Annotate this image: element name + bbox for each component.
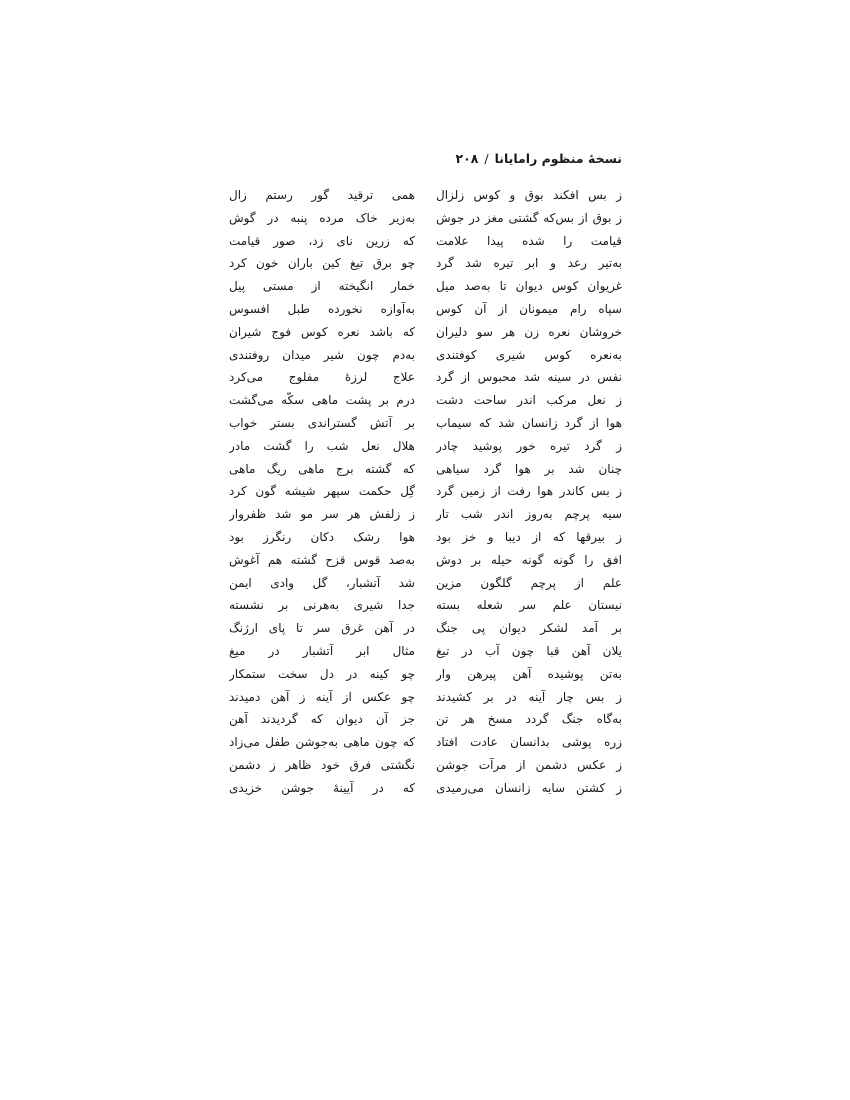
verse-left-20: در آهن غرق سر تا پای ارژنگ: [229, 621, 415, 636]
verse-right-6: سپاه رام میمونان از آن کوس: [436, 301, 622, 316]
verse-left-5: خمار انگیخته از مستی پیل: [229, 279, 415, 294]
verse-left-22: چو کینه در دل سخت ستمکار: [229, 666, 415, 681]
verse-right-1: ز بس افکند بوق و کوس زلزال: [436, 188, 622, 202]
header-separator: /: [484, 151, 489, 166]
book-title: نسخهٔ منظوم رامایانا: [494, 151, 622, 166]
verse-left-1: همی ترقید گور رستم زال: [229, 188, 415, 202]
verse-left-15: ز زلفش هر سر مو شد ظفروار: [229, 507, 415, 522]
verse-left-25: که چون ماهی به‌جوشن طفل می‌زاد: [229, 735, 415, 750]
verse-right-3: قیامت را شده پیدا علامت: [436, 233, 622, 248]
verse-left-14: گِل حکمت سپهر شیشه گون کرد: [229, 484, 415, 499]
verse-right-26: ز عکس دشمن از مرآت جوشن: [436, 757, 622, 772]
verse-right-14: ز بس کاندر هوا رفت از زمین گرد: [436, 484, 622, 499]
verse-right-27: ز کشتن سایه زانسان می‌رمیدی: [436, 780, 622, 795]
verse-left-23: چو عکس از آینه ز آهن دمیدند: [229, 689, 415, 704]
verse-left-17: به‌صد قوس قزح گشته هم آغوش: [229, 552, 415, 567]
verse-right-8: به‌نعره کوس شیری کوفتندی: [436, 347, 622, 362]
verse-left-21: مثال ابر آتشبار در میغ: [229, 643, 415, 658]
verse-left-7: که باشد نعره کوس فوج شیران: [229, 324, 415, 339]
verse-right-22: به‌تن پوشیده آهن پیرهن وار: [436, 666, 622, 681]
verse-left-12: هلال نعل شب را گشت مادر: [229, 438, 415, 453]
verse-left-13: که گشته برج ماهی ریگ ماهی: [229, 461, 415, 476]
verse-right-11: هوا از گرد زانسان شد که سیماب: [436, 415, 622, 430]
verse-right-25: زره پوشی بدانسان عادت افتاد: [436, 735, 622, 750]
verse-right-24: به‌گاه جنگ گردد مسخ هر تن: [436, 712, 622, 727]
verse-left-26: نگشتی فرق خود ظاهر ز دشمن: [229, 757, 415, 772]
verse-right-18: علم از پرچم گلگون مزین: [436, 575, 622, 590]
verse-left-4: چو برق تیغ کین باران خون کرد: [229, 256, 415, 271]
verse-right-15: سیه پرچم به‌روز اندر شب تار: [436, 507, 622, 522]
verse-right-13: چنان شد بر هوا گرد سیاهی: [436, 461, 622, 476]
verse-left-19: جدا شیری به‌هرنی بر نشسته: [229, 598, 415, 613]
verse-left-10: درم بر پشت ماهی سکّه می‌گشت: [229, 393, 415, 408]
verse-left-9: علاج لرزهٔ مفلوج می‌کرد: [229, 370, 415, 385]
verse-left-11: بر آتش گستراندی بستر خواب: [229, 415, 415, 430]
verse-right-16: ز بیرقها که از دیبا و خز بود: [436, 529, 622, 544]
verse-right-5: غریوان کوس دیوان تا به‌صد میل: [436, 279, 622, 294]
verse-right-21: یلان آهن قبا چون آب در تیغ: [436, 643, 622, 658]
verse-right-17: افق را گونه گونه حیله بر دوش: [436, 552, 622, 567]
verse-right-4: به‌تیر رعد و ابر تیره شد گرد: [436, 256, 622, 271]
page-number: ۲۰۸: [455, 151, 479, 166]
verse-left-8: به‌دم چون شیر میدان روفتندی: [229, 347, 415, 362]
verse-right-7: خروشان نعره زن هر سو دلیران: [436, 324, 622, 339]
verse-right-10: ز نعل مرکب اندر ساحت دشت: [436, 393, 622, 408]
verse-right-12: ز گرد تیره خور پوشید چادر: [436, 438, 622, 453]
verse-right-9: نفس در سینه شد محبوس از گرد: [436, 370, 622, 385]
verse-right-19: نیستان علم سر شعله بسته: [436, 598, 622, 613]
verse-right-2: ز بوق از بس‌که گشتی مغز در جوش: [436, 210, 622, 225]
verse-right-23: ز بس چار آینه در بر کشیدند: [436, 689, 622, 704]
verse-left-16: هوا رشک دکان رنگرز بود: [229, 529, 415, 544]
verse-left-24: جز آن دیوان که گردیدند آهن: [229, 712, 415, 727]
page-header: [455, 151, 622, 167]
verse-left-6: به‌آوازه نخورده طبل افسوس: [229, 301, 415, 316]
verse-left-27: که در آیینهٔ جوشن خزیدی: [229, 780, 415, 795]
verse-left-2: به‌زیر خاک مرده پنبه در گوش: [229, 210, 415, 225]
poem-column-right: [436, 184, 622, 800]
poem-column-left: [229, 184, 415, 800]
verse-right-20: بر آمد لشکر دیوان پی جنگ: [436, 621, 622, 636]
verse-left-18: شد آتشبار، گل وادی ایمن: [229, 575, 415, 590]
verse-left-3: که زرین نای زد، صور قیامت: [229, 233, 415, 248]
